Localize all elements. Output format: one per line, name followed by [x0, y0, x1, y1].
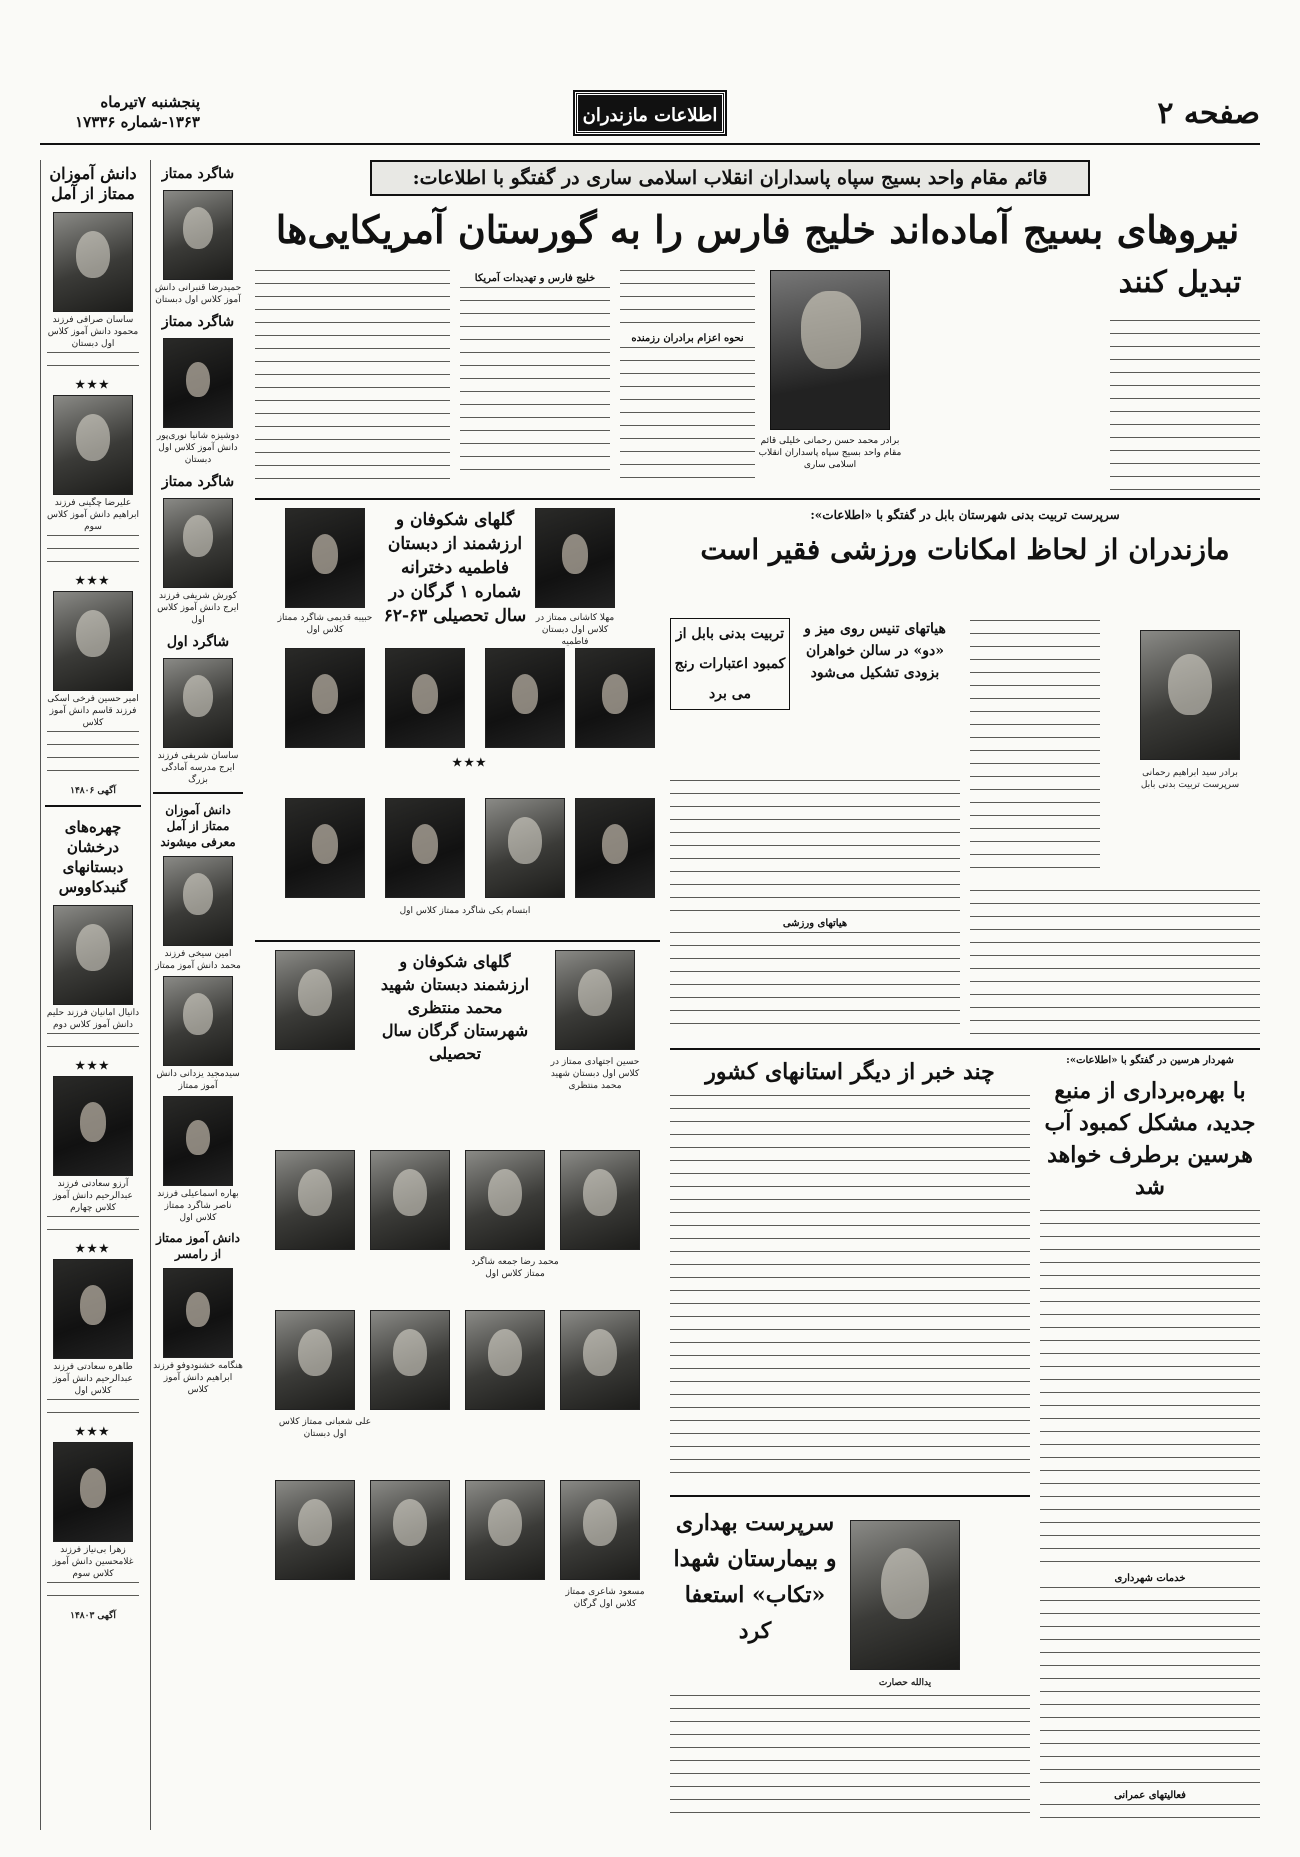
- top-student-title: شاگرد ممتاز: [161, 314, 235, 330]
- issue-date: [40, 92, 200, 132]
- text-lines: [1040, 1804, 1260, 1830]
- caption-text-lines: [47, 352, 139, 378]
- left-column-2: [150, 160, 245, 1830]
- section-rule: [255, 498, 1260, 500]
- caption-text-lines: [47, 1582, 139, 1608]
- water-subhead-development: فعالیتهای عمرانی: [1114, 1790, 1186, 1801]
- lead-headline: نیروهای بسیج آماده‌اند خلیج فارس را به گورستان آمریکایی‌ها: [275, 207, 1240, 252]
- student-photo: [53, 1076, 133, 1176]
- sport-subhead: هیاتهای ورزشی: [782, 918, 848, 929]
- photo-caption: کورش شریفی فرزند ایرج دانش آموز کلاس اول: [157, 591, 239, 625]
- text-lines: [460, 287, 610, 482]
- student-photo: [275, 950, 355, 1050]
- left-column: [40, 160, 145, 1830]
- lead-kicker: قائم مقام واحد بسیج سپاه پاسداران انقلاب اسلامی ساری در گفتگو با اطلاعات:: [370, 160, 1090, 196]
- student-photo: [53, 1442, 133, 1542]
- separator-stars: ★★★: [452, 756, 488, 769]
- student-photo: [575, 648, 655, 748]
- montazeri-photo-grid: [255, 950, 660, 1830]
- student-photo: [163, 1268, 233, 1358]
- photo-caption: دوشیزه شانیا نوری‌پور دانش آموز کلاس اول دبستان: [156, 431, 240, 465]
- student-photo: [275, 1480, 355, 1580]
- photo-caption: دانیال امانیان فرزند حلیم دانش آموز کلاس دوم: [46, 1008, 140, 1030]
- student-photo: [285, 798, 365, 898]
- photo-caption: امیر حسین فرخی اسکی فرزند قاسم دانش آموز کلاس: [47, 694, 139, 728]
- student-photo: [370, 1150, 450, 1250]
- student-photo: [275, 1150, 355, 1250]
- text-lines: [620, 270, 755, 330]
- sport-kicker: سرپرست تربیت بدنی شهرستان بابل در گفتگو با «اطلاعات»:: [810, 508, 1120, 522]
- lead-portrait-photo: [770, 270, 890, 430]
- student-photo: [163, 338, 233, 428]
- amol-students-title: دانش آموزان ممتاز از آمل معرفی میشوند: [160, 803, 236, 849]
- photo-caption: ساسان صرافی فرزند محمود دانش آموز کلاس اول دبستان: [47, 315, 139, 349]
- separator-stars: ★★★: [75, 1425, 111, 1438]
- text-lines: [1040, 1587, 1260, 1787]
- photo-caption: سیدمجید یزدانی دانش آموز ممتاز: [156, 1069, 240, 1091]
- newspaper-page: [40, 70, 1260, 1830]
- student-photo: [485, 648, 565, 748]
- issue-date-day: پنجشنبه ۷تیرماه: [100, 93, 200, 111]
- sport-official-photo: [1140, 630, 1240, 760]
- student-photo: [465, 1480, 545, 1580]
- photo-caption: بهاره اسماعیلی فرزند ناصر شاگرد ممتاز کلاس اول: [157, 1189, 239, 1223]
- page-number: صفحه ۲: [1157, 96, 1260, 131]
- text-lines: [1040, 1210, 1260, 1570]
- student-photo: [285, 648, 365, 748]
- student-photo: [370, 1310, 450, 1410]
- separator-stars: ★★★: [75, 378, 111, 391]
- section-rule: [670, 1495, 1030, 1497]
- section-rule: [670, 1048, 1260, 1050]
- photo-caption: مسعود شاعری ممتاز کلاس اول گرگان: [565, 1587, 645, 1609]
- caption-text-lines: [47, 1216, 139, 1242]
- student-photo: [163, 190, 233, 280]
- student-photo: [163, 1096, 233, 1186]
- lead-subhead-gulf: خلیج فارس و تهدیدات آمریکا: [474, 273, 596, 284]
- caption-text-lines: [47, 535, 139, 574]
- student-photo: [53, 905, 133, 1005]
- student-photo: [555, 950, 635, 1050]
- student-photo: [560, 1150, 640, 1250]
- hospital-headline: سرپرست بهداری و بیمارستان شهدا «تکاب» استعفا کرد: [673, 1510, 837, 1644]
- student-photo: [163, 498, 233, 588]
- lead-text-col-2: [620, 270, 755, 490]
- separator-stars: ★★★: [75, 1059, 111, 1072]
- hospital-official-photo: [850, 1520, 960, 1670]
- student-photo: [53, 395, 133, 495]
- sport-headline: مازندران از لحاظ امکانات ورزشی فقیر است: [700, 533, 1230, 566]
- caption-text-lines: [47, 1399, 139, 1425]
- photo-caption: محمد رضا جمعه شاگرد ممتاز کلاس اول: [471, 1257, 559, 1279]
- text-lines: [670, 932, 960, 1032]
- photo-caption: علی شعبانی ممتاز کلاس اول دبستان: [278, 1417, 372, 1439]
- student-photo: [560, 1480, 640, 1580]
- top-student-title: شاگرد ممتاز: [161, 474, 235, 490]
- sport-text-col-3: [970, 890, 1260, 1040]
- section-divider: [45, 805, 141, 807]
- photo-caption: حمیدرضا قنبرانی دانش آموز کلاس اول دبستان: [154, 283, 242, 305]
- photo-caption: علیرضا چگینی فرزند ابراهیم دانش آموز کلاس سوم: [47, 498, 139, 532]
- photo-caption: هنگامه خشنودوفو فرزند ابراهیم دانش آموز کلاس: [153, 1361, 243, 1395]
- ad-code: آگهی ۱۴۸۰۳: [70, 1611, 116, 1621]
- student-photo: [560, 1310, 640, 1410]
- lead-text-col-4: [255, 270, 450, 490]
- water-headline: با بهره‌برداری از منبع جدید، مشکل کمبود آب هرسین برطرف خواهد شد: [1044, 1078, 1256, 1200]
- hospital-text: [670, 1695, 1030, 1825]
- newspaper-logo: اطلاعات مازندران: [575, 92, 725, 134]
- student-photo: [465, 1310, 545, 1410]
- left-col-title-amol: دانش آموزان ممتاز از آمل: [49, 164, 137, 203]
- lead-text-col-3: [460, 270, 610, 490]
- lead-headline-end: تبدیل کنند: [1118, 265, 1242, 300]
- water-text: [1040, 1210, 1260, 1830]
- sport-side-title: تربیت بدنی بابل از کمبود اعتبارات رنج می برد: [670, 618, 790, 710]
- water-kicker: شهردار هرسین در گفتگو با «اطلاعات»:: [1066, 1055, 1234, 1066]
- text-lines: [620, 347, 755, 487]
- fatemiyeh-title: گلهای شکوفان و ارزشمند از دبستان فاطمیه دخترانه شماره ۱ گرگان در سال تحصیلی ۶۳-۶۲: [383, 510, 527, 626]
- photo-caption: حبیبه قدیمی شاگرد ممتاز کلاس اول: [277, 613, 373, 635]
- student-photo: [385, 648, 465, 748]
- photo-caption: ابتسام بکی شاگرد ممتاز کلاس اول: [399, 906, 531, 916]
- photo-caption: امین سیخی فرزند محمد دانش آموز ممتاز: [155, 949, 241, 971]
- ad-code: آگهی ۱۴۸۰۶: [70, 786, 116, 796]
- sport-side-title-2: هیاتهای تنیس روی میز و «دو» در سالن خواهران بزودی تشکیل می‌شود: [804, 621, 946, 681]
- masthead: [40, 90, 1260, 145]
- photo-caption: حسین اجتهادی ممتاز در کلاس اول دبستان شهید محمد منتظری: [550, 1057, 640, 1091]
- student-photo: [465, 1150, 545, 1250]
- caption-text-lines: [47, 1033, 139, 1059]
- student-photo: [535, 508, 615, 608]
- water-subhead-services: خدمات شهرداری: [1114, 1573, 1186, 1584]
- text-lines: [670, 780, 960, 915]
- photo-caption: زهرا بی‌نیاز فرزند غلامحسین دانش آموز کلاس سوم: [52, 1545, 134, 1579]
- student-photo: [163, 658, 233, 748]
- student-photo: [385, 798, 465, 898]
- photo-caption: طاهره سعادتی فرزند عبدالرحیم دانش آموز کلاس اول: [53, 1362, 133, 1396]
- student-photo: [485, 798, 565, 898]
- photo-caption: مهلا کاشانی ممتاز در کلاس اول دبستان فاطمیه: [535, 613, 615, 647]
- separator-stars: ★★★: [75, 574, 111, 587]
- fatemiyeh-photo-grid: [255, 508, 660, 928]
- first-student-title: شاگرد اول: [166, 634, 230, 650]
- left-col-title-gonbad: چهره‌های درخشان دبستانهای گنبدکاووس: [58, 818, 128, 896]
- student-photo: [275, 1310, 355, 1410]
- ramsar-student-title: دانش آموز ممتاز از رامسر: [156, 1231, 240, 1261]
- student-photo: [53, 1259, 133, 1359]
- student-photo: [370, 1480, 450, 1580]
- lead-text-col-1: [1110, 320, 1260, 490]
- separator-stars: ★★★: [75, 1242, 111, 1255]
- student-photo: [285, 508, 365, 608]
- hospital-photo-caption: یدالله حصارت: [878, 1678, 932, 1688]
- top-student-title: شاگرد ممتاز: [161, 166, 235, 182]
- student-photo: [575, 798, 655, 898]
- sport-text-col-1: [970, 620, 1100, 880]
- province-news-headline: چند خبر از دیگر استانهای کشور: [705, 1059, 995, 1085]
- issue-number: ۱۳۶۳-شماره ۱۷۳۳۶: [75, 113, 200, 131]
- caption-text-lines: [47, 731, 139, 783]
- montazeri-title: گلهای شکوفان و ارزشمند دبستان شهید محمد منتظری شهرستان گرگان سال تحصیلی: [380, 952, 530, 1063]
- section-rule: [255, 940, 660, 942]
- lead-portrait-caption: برادر محمد حسن رحمانی خلیلی قائم مقام واحد بسیج سپاه پاسداران انقلاب اسلامی ساری: [758, 436, 902, 470]
- sport-text-col-2: [670, 780, 960, 1040]
- province-news-text: [670, 1095, 1030, 1485]
- lead-subhead-dispatch: نحوه اعزام برادران رزمنده: [631, 333, 744, 344]
- section-divider: [153, 792, 243, 794]
- sport-photo-caption: برادر سید ابراهیم رحمانی سرپرست تربیت بدنی بابل: [1140, 768, 1240, 790]
- photo-caption: ساسان شریفی فرزند ایرج مدرسه آمادگی بزرگ: [157, 751, 239, 785]
- student-photo: [53, 591, 133, 691]
- student-photo: [53, 212, 133, 312]
- student-photo: [163, 976, 233, 1066]
- student-photo: [163, 856, 233, 946]
- photo-caption: آرزو سعادتی فرزند عبدالرحیم دانش آموز کلاس چهارم: [53, 1179, 133, 1213]
